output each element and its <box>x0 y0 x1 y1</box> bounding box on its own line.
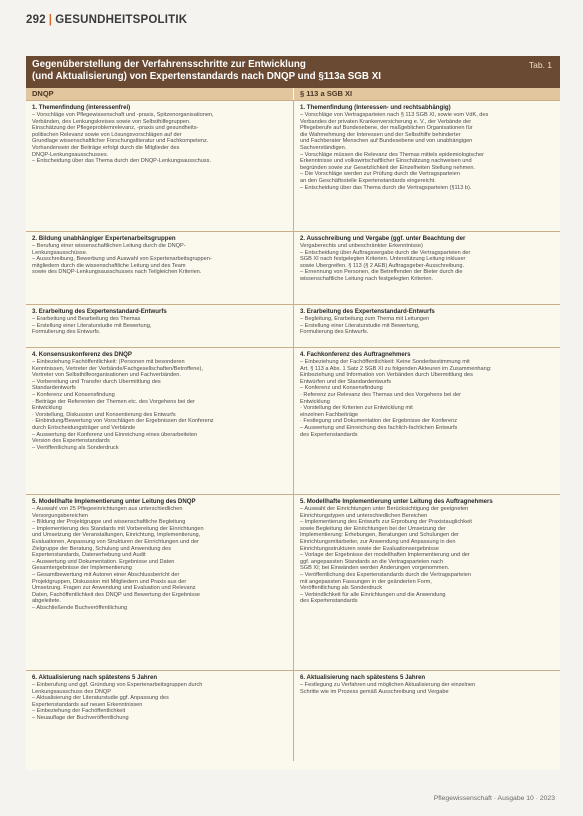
step-heading: 4. Fachkonferenz des Auftragnehmers <box>300 351 411 358</box>
step-text-line: ggf. angepassten Standards an die Vertragsparteien nach <box>300 558 444 565</box>
step-text-line: sowie Begleitung der Einrichtungen bei der Umsetzung der <box>300 525 446 532</box>
page-number: 292 <box>26 14 46 26</box>
table-row <box>26 494 560 670</box>
table-title-line1: Gegenüberstellung der Verfahrensschritte zur Entwicklung <box>32 59 306 70</box>
step-text-line: – Auswahl der Einrichtungen unter Berücksichtigung der geeigneten <box>300 506 469 512</box>
table-row <box>26 304 560 347</box>
step-heading: 4. Konsensuskonferenz des DNQP <box>32 351 132 358</box>
step-text-line: – Vorschläge von Vertragsparteien nach § 113 SGB XI, sowie vom VdK, des <box>300 112 489 118</box>
step-text-line: des Expertenstandards <box>300 431 358 438</box>
table-title-line2: (und Aktualisierung) von Expertenstandards nach DNQP und §113a SGB XI <box>32 71 381 82</box>
step-text-line: – Implementierung des Standards mit Vorbereitung der Einrichtungen <box>32 525 204 532</box>
column-header-row <box>26 88 560 100</box>
step-text-line: – Abschließende Buchveröffentlichung <box>32 604 128 611</box>
step-heading: 3. Erarbeitung des Expertenstandard-Entwurfs <box>300 308 435 315</box>
step-text-line: und Fachberater Menschen auf Bundesebene und von unabhängigen <box>300 138 473 145</box>
step-text-line: – Bildung der Projektgruppe und wissenschaftliche Begleitung <box>32 519 186 526</box>
section-title: GESUNDHEITSPOLITIK <box>55 14 188 26</box>
step-text-line: sowie Übergreifen. § 113 (§ 2 AEB) Auftragsgeber-Ausschreibung. <box>300 262 465 269</box>
step-text-line: Art. § 113 a Abs. 1 Satz 2 SGB XI zu folgenden Akteuren im Zusammenhang: <box>300 365 492 372</box>
step-text-line: – Implementierung des Entwurfs zur Erprobung der Praxistauglichkeit <box>300 519 472 526</box>
table-row <box>26 231 560 304</box>
step-text-line: Vorhandensein der Beiträge erfolgt durch die Mitglieder des <box>32 144 180 151</box>
table-cell-right <box>293 348 560 494</box>
step-text-line: – Die Vorschläge werden zur Prüfung durch die Vertragsparteien <box>300 171 460 178</box>
step-text-line: – Auswertung und Einreichung des fachlich-fachlichen Entwurfs <box>300 424 458 431</box>
step-heading: 1. Themenfindung (Interessen- und rechtsabhängig) <box>300 104 451 111</box>
step-text-line: DNQP-Lenkungsausschusses. <box>32 151 109 158</box>
step-text-line: – Einbeziehung der Fachöffentlichkeit: Keine Sonderbestimmung mit <box>300 359 470 365</box>
step-text-line: – Gesamtbewertung mit Autoren einer Abschlussbericht der <box>32 571 180 578</box>
table-title-bar <box>26 56 560 88</box>
step-text-line: Implementierung: Erhebungen, Beratungen und Schulungen der <box>300 532 459 539</box>
table-cell-left <box>26 495 293 670</box>
step-text-line: Lenkungsausschuss des DNQP <box>32 688 111 695</box>
step-text-line: Vergaberechts und unbeschränkter Erkenntnisse) <box>300 243 423 249</box>
step-text-line: – Erarbeitung und Bearbeitung des Themas <box>32 316 141 322</box>
step-text-line: – Entscheidung über das Thema durch den DNQP-Lenkungsausschuss. <box>32 158 212 165</box>
step-text-line: – Entscheidung über Auftragsvergabe durch die Vertragsparteien der <box>300 249 471 256</box>
table-cell-right <box>293 671 560 761</box>
step-text-line: mit angepassten Fassungen in der geänderten Form, <box>300 578 432 585</box>
step-text-line: und Umsetzung der Veranstaltungen, Einrichtung, Implementierung, <box>32 532 201 539</box>
step-text-line: Projektgruppen, Diskussion mit Mitgliedern und Praxis aus der <box>32 578 187 585</box>
header-separator: | <box>48 14 53 26</box>
step-text-line: Pflegeberufe auf Bundesebene, der maßgeblichen Organisationen für <box>300 125 473 132</box>
step-text-line: – Begleitung, Erarbeitung zum Thema mit Leitungen <box>300 316 430 322</box>
step-heading: 2. Ausschreibung und Vergabe (ggf. unter Beachtung der <box>300 235 466 242</box>
table-cell-right <box>293 495 560 670</box>
step-text-line: – Ernennung von Personen, die Betreffenden der Bieter durch die <box>300 269 463 276</box>
step-text-line: · Beiträge der Referenten der Themen etc. des Vorgehens bei der <box>32 398 195 405</box>
table-row <box>26 100 560 231</box>
step-text-line: Daten, Fachöffentlichkeit des DNQP und Bewertung der Ergebnisse <box>32 591 201 598</box>
step-text-line: Erkenntnisse und volkswirtschaftlicher Einschätzung nachweisen und <box>300 158 472 165</box>
step-text-line: – Konferenz und Konsensfindung <box>300 385 383 392</box>
step-text-line: Einrichtungsmitarbeiter, zur Anwendung und Anpassung in den <box>300 538 456 545</box>
step-text-line: Sachverständigen. <box>300 144 347 151</box>
step-text-line: · Vorstellung, Diskussion und Konsentierung des Entwurfs <box>32 411 176 418</box>
step-text-line: durch Entscheidungsträger und Verbände <box>32 424 136 431</box>
step-text-line: Veröffentlichung als Sonderdruck <box>300 585 382 592</box>
step-text-line: Entwürfen und der Standardentwurfs <box>300 378 392 385</box>
step-text-line: – Auswertung und Dokumentation. Ergebnisse und Daten <box>32 558 175 565</box>
step-text-line: SGB XI; bei Einwänden werden Änderungen vorgenommen. <box>300 565 450 572</box>
table-row <box>26 670 560 761</box>
step-text-line: Einrichtungstypen und unterschiedlichen Bereichen <box>300 512 428 519</box>
step-text-line: Entwicklung <box>32 405 62 412</box>
table-label: Tab. 1 <box>528 60 552 70</box>
step-text-line: abgeleitete. <box>32 598 61 605</box>
step-text-line: Einschätzung der Pflegeproblemrelevanz, -praxis und gesundheits- <box>32 125 199 132</box>
table-row <box>26 347 560 494</box>
step-heading: 5. Modellhafte Implementierung unter Leitung des DNQP <box>32 498 196 505</box>
step-heading: 6. Aktualisierung nach spätestens 5 Jahren <box>32 674 158 681</box>
step-text-line: – Aktualisierung der Literaturstudie ggf. Anpassung des <box>32 695 169 702</box>
step-text-line: Expertenstandards, Datenerhebung und Audit <box>32 552 146 559</box>
table-cell-right <box>293 305 560 347</box>
step-text-line: – Veröffentlichung des Expertenstandards durch die Vertragsparteien <box>300 571 471 578</box>
step-text-line: Expertenstandards auf neuen Erkenntnissen <box>32 701 143 708</box>
step-text-line: Standardentwurfs <box>32 385 76 392</box>
step-text-line: – Entscheidung über das Thema durch die Vertragsparteien (§113 b). <box>300 184 472 191</box>
column-header-left: DNQP <box>32 89 54 98</box>
table-cell-right <box>293 232 560 304</box>
comparison-table-box <box>26 56 560 770</box>
step-text-line: · Festlegung und Dokumentation der Ergebnisse der Konferenz <box>300 418 458 425</box>
step-text-line: – Vorbereitung und Transfer durch Übermittlung des <box>32 378 161 385</box>
step-text-line: – Vorlage der Ergebnisse der modellhaften Implementierung und der <box>300 552 470 559</box>
step-text-line: – Einbeziehung Fachöffentlichkeit: (Personen mit besonderen <box>32 359 185 365</box>
table-cell-right <box>293 101 560 231</box>
table-cell-left <box>26 101 293 231</box>
step-heading: 3. Erarbeitung des Expertenstandard-Entwurfs <box>32 308 167 315</box>
step-text-line: Lenkungsausschüsse. <box>32 249 88 256</box>
step-text-line: Entwicklung <box>300 398 330 405</box>
step-text-line: Kenntnissen, Vertreter der Verbände/Fachgesellschaften/Betroffene), <box>32 365 203 372</box>
step-text-line: – Auswahl von 25 Pflegeeinrichtungen aus unterschiedlichen <box>32 506 183 512</box>
step-text-line: Versorgungsbereichen <box>32 512 88 519</box>
step-text-line: sowie des DNQP-Lenkungsausschusses nach Teilgleichen Kriterien. <box>32 269 202 276</box>
step-text-line: – Einbeziehung der Fachöffentlichkeit <box>32 708 126 715</box>
table-body <box>26 100 560 761</box>
step-heading: 5. Modellhafte Implementierung unter Leitung des Auftragnehmers <box>300 498 493 505</box>
step-text-line: – Konferenz und Konsensfindung <box>32 391 115 398</box>
step-text-line: die Wahrnehmung der Interessen und der Selbsthilfe behinderter <box>300 131 461 138</box>
step-text-line: politischen Relevanz sowie von Lösungsvorschlägen auf der <box>32 131 182 138</box>
step-text-line: Verbänden, des Lenkungskreises sowie von Selbsthilfegruppen. <box>32 118 191 125</box>
step-text-line: Verbandes der privaten Krankenversicherung e. V., der Verbände der <box>300 118 472 125</box>
step-text-line: – Berufung einer wissenschaftlichen Leitung durch die DNQP- <box>32 243 186 249</box>
step-text-line: – Ausschreibung, Bewerbung und Auswahl von Expertenarbeitsgruppen- <box>32 256 212 263</box>
step-text-line: – Einberufung und ggf. Gründung von Expertenarbeitsgruppen durch <box>32 682 203 688</box>
step-text-line: Grundlage wissenschaftlicher Forschungsliteratur und Fachkompetenz. <box>32 138 209 145</box>
step-text-line: mitgliedern durch die wissenschaftliche Leitung und des Team <box>32 262 186 269</box>
step-text-line: Vertreter von Selbsthilfeorganisationen und Fachverbänden. <box>32 372 181 379</box>
step-text-line: einzelnen Fachbeiträge <box>300 411 359 418</box>
step-text-line: – Veröffentlichung als Sonderdruck <box>32 444 119 451</box>
step-text-line: Zielgruppe der Beratung, Schulung und Anwendung des <box>32 545 172 552</box>
step-text-line: Einbeziehung und Information von Verbänden durch Übermittlung des <box>300 372 473 379</box>
step-text-line: – Vorschläge müssen die Relevanz des Themas mittels epidemiologischer <box>300 151 484 158</box>
step-text-line: SGB XI nach festgelegten Kriterien. Unterstützung Leitung inkluser <box>300 256 466 263</box>
step-text-line: – Erstellung einer Literaturstudie mit Bewertung, <box>32 322 152 329</box>
step-text-line: – Auswertung der Konferenz und Einreichung eines überarbeiteten <box>32 431 198 438</box>
step-text-line: – Neuauflage der Buchveröffentlichung <box>32 714 129 721</box>
step-heading: 1. Themenfindung (interessenfrei) <box>32 104 131 111</box>
step-text-line: Einrichtungsstrukturen sowie der Evaluationsergebnisse <box>300 545 439 552</box>
step-text-line: Formulierung des Entwurfs. <box>300 329 369 336</box>
page-header <box>26 14 566 30</box>
step-text-line: Evaluationen, Anpassung von Strukturen der Einrichtungen und der <box>32 538 199 545</box>
step-text-line: – Verbindlichkeit für alle Einrichtungen und die Anwendung <box>300 591 446 598</box>
step-heading: 6. Aktualisierung nach spätestens 5 Jahren <box>300 674 426 681</box>
step-text-line: des Expertenstandards <box>300 598 358 605</box>
step-text-line: Version des Expertenstandards <box>32 438 110 445</box>
step-text-line: wissenschaftliche Leitung nach festgelegten Kriterien. <box>300 275 434 282</box>
step-text-line: – Vorschläge von Pflegewissenschaft und -praxis, Spitzenorganisationen, <box>32 112 214 118</box>
step-text-line: Schritte wie im Prozess gemäß Ausschreibung und Vergabe <box>300 688 449 695</box>
step-text-line: – Festlegung zu Verfahren und möglichen Aktualisierung der einzelnen <box>300 682 476 688</box>
step-text-line: – Erstellung einer Literaturstudie mit Bewertung, <box>300 322 420 329</box>
step-text-line: Gesamtergebnisse der Implementierung <box>32 565 132 572</box>
step-text-line: · Einbindung/Bewertung von Vorschlägen der Ergebnissen der Konferenz <box>32 418 214 425</box>
step-text-line: Umsetzung. Fragen zur Anwendung und Evaluation und Relevanz <box>32 585 196 592</box>
table-cell-left <box>26 305 293 347</box>
table-cell-left <box>26 671 293 761</box>
step-text-line: Formulierung des Entwurfs. <box>32 329 101 336</box>
step-heading: 2. Bildung unabhängiger Expertenarbeitsgruppen <box>32 235 176 242</box>
page-footer: Pflegewissenschaft · Ausgabe 10 · 2023 <box>433 795 555 802</box>
step-text-line: an den Geschäftsstelle Expertenstandards eingereicht. <box>300 177 436 184</box>
column-header-right: § 113 a SGB XI <box>293 88 560 100</box>
step-text-line: begründen sowie zur Gesetzlichkeit der Einzelheiten Stellung nehmen. <box>300 164 476 171</box>
step-text-line: · Vorstellung der Kriterien zur Entwicklung mit <box>300 405 413 412</box>
step-text-line: · Referenz zur Relevanz des Themas und des Vorgehens bei der <box>300 391 461 398</box>
table-cell-left <box>26 348 293 494</box>
table-cell-left <box>26 232 293 304</box>
